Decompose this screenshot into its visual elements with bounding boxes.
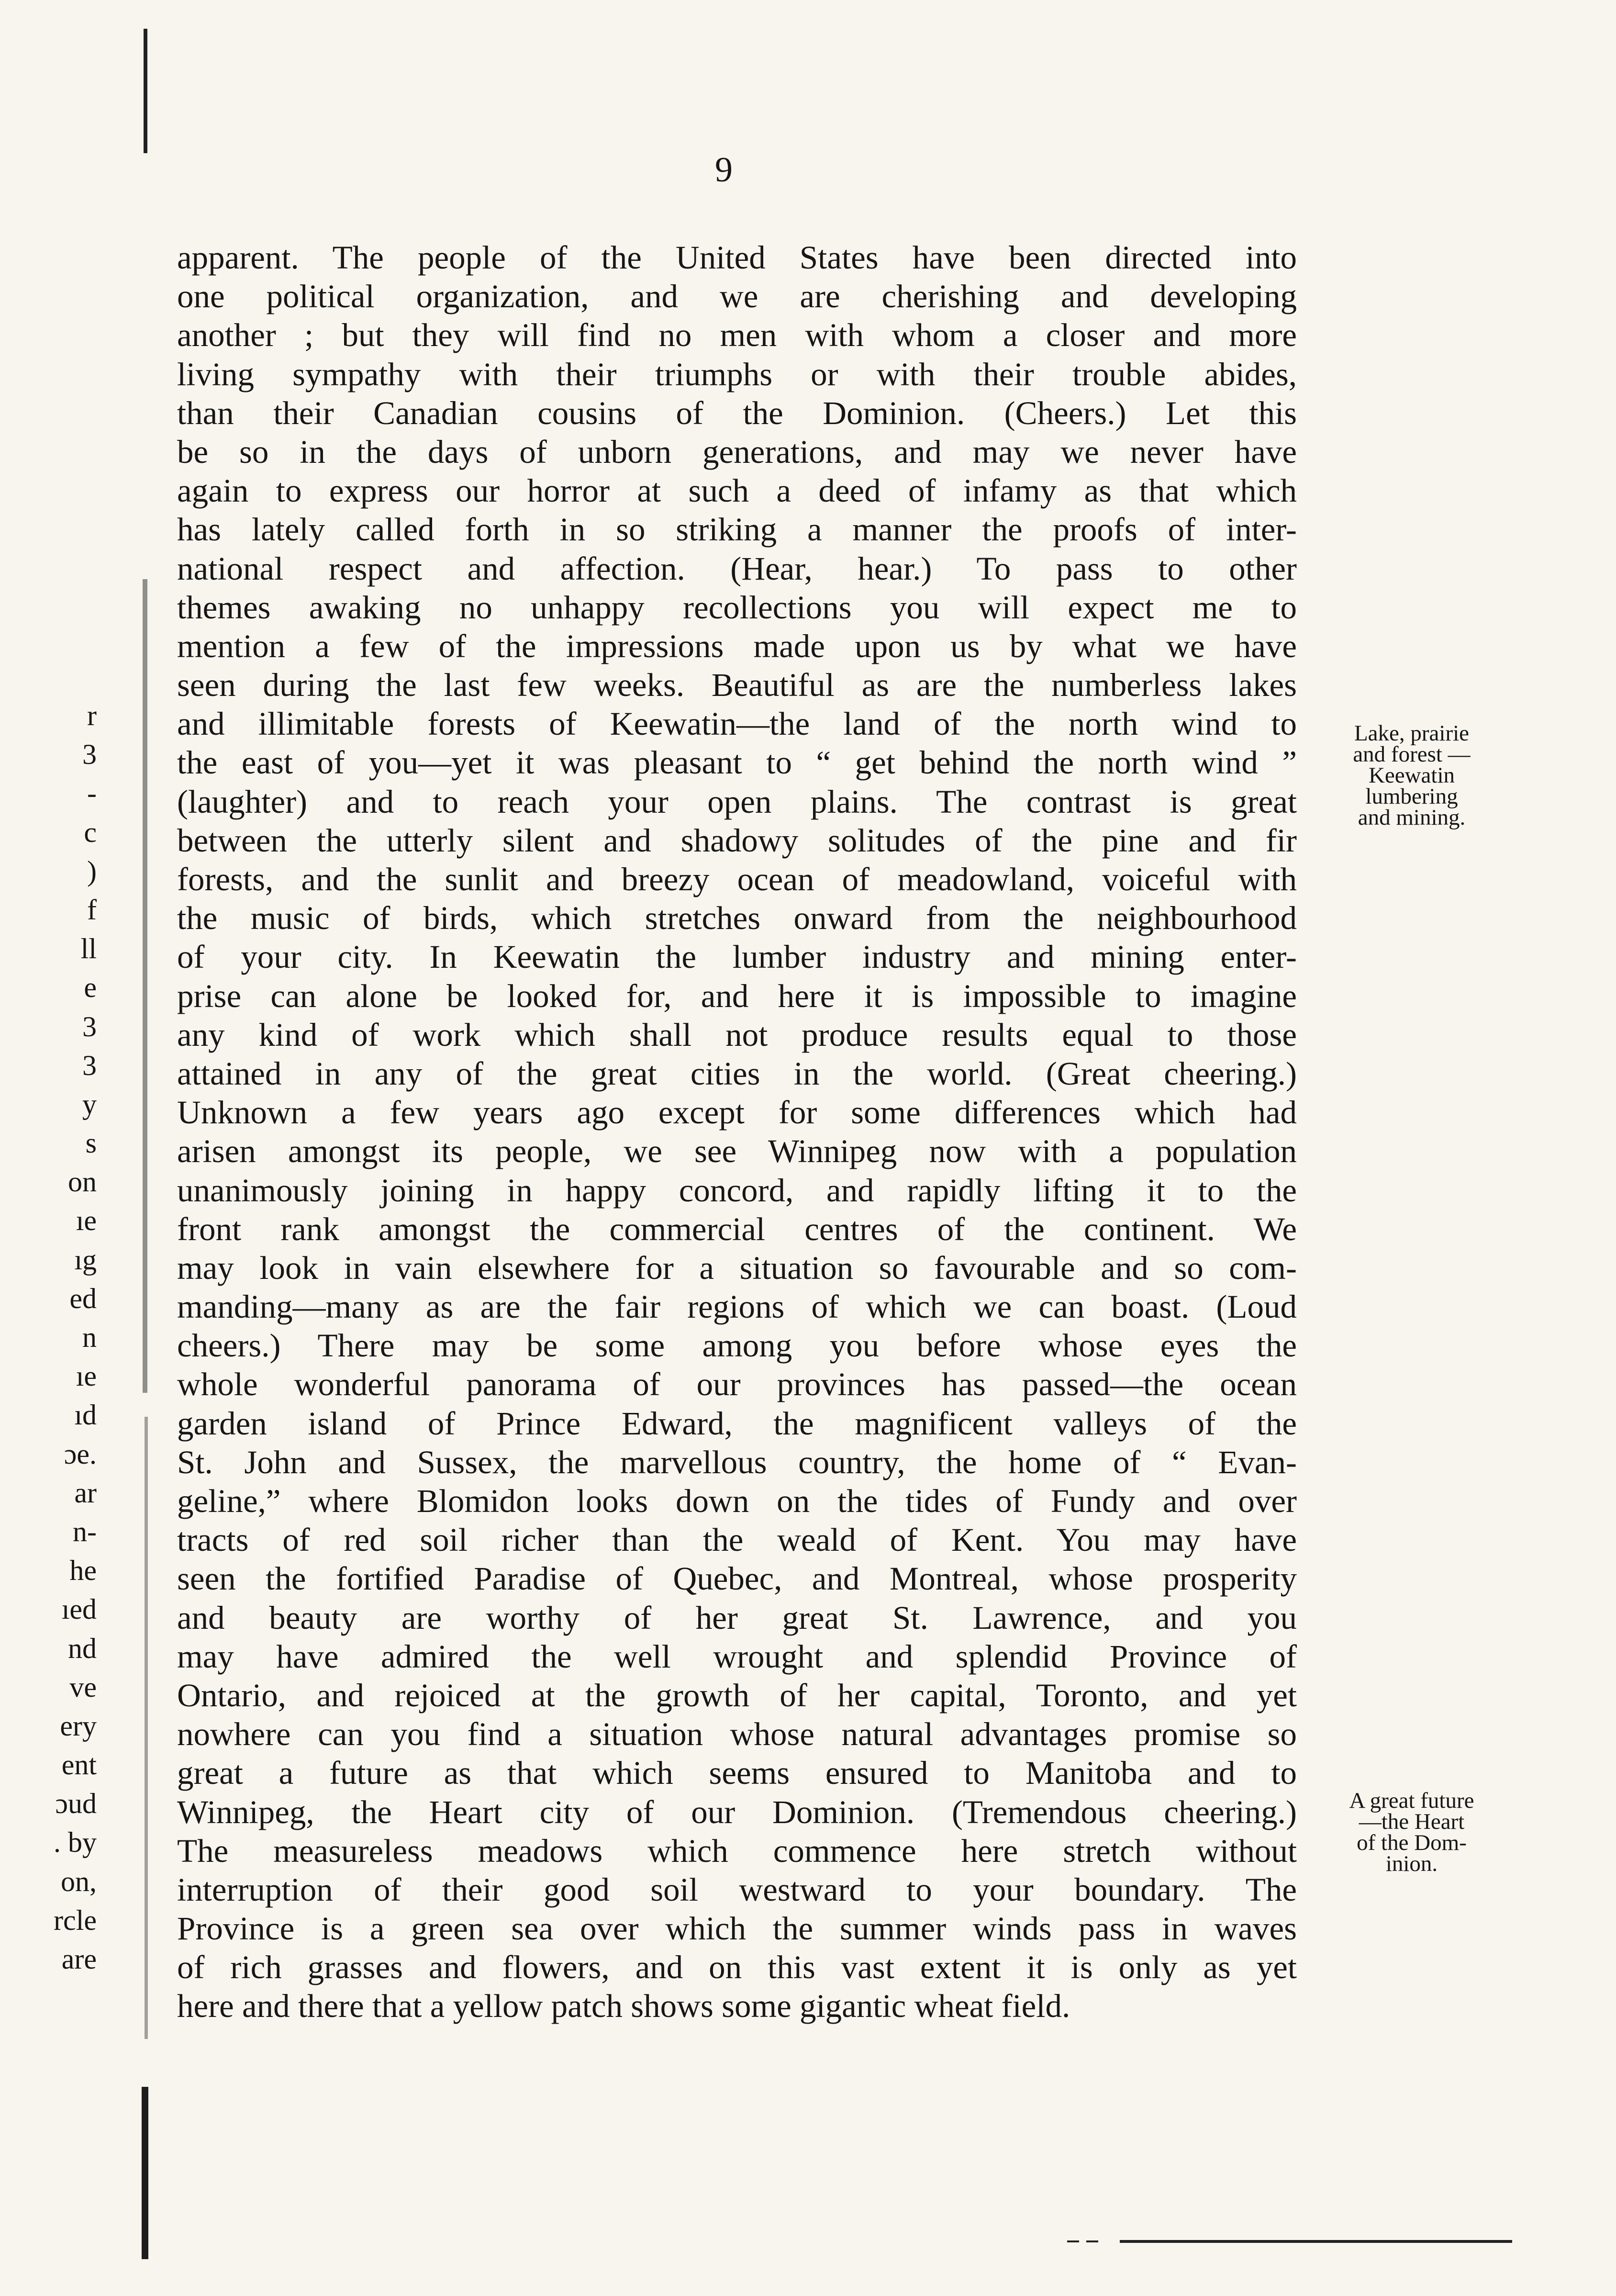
body-line: apparent. The people of the United States have been directed into (177, 239, 1297, 276)
bleed-fragment: n- (73, 1515, 97, 1547)
body-line: nowhere can you find a situation whose natural advantages promise so (177, 1716, 1297, 1753)
body-line: be so in the days of unborn generations, and may we never have (177, 433, 1297, 470)
body-line: arisen amongst its people, we see Winnipeg now with a population (177, 1133, 1297, 1170)
body-line: geline,” where Blomidon looks down on the tides of Fundy and over (177, 1483, 1297, 1519)
bleed-fragment: ed (69, 1282, 97, 1314)
bleed-fragment: ɔud (55, 1788, 97, 1820)
body-line: may look in vain elsewhere for a situation so favourable and so com- (177, 1249, 1297, 1286)
margin-note-line: and forest — (1353, 742, 1471, 767)
body-line: themes awaking no unhappy recollections you will expect me to (177, 589, 1297, 626)
margin-note-line: —the Heart (1359, 1809, 1465, 1834)
bleed-fragment: ɔe. (64, 1438, 97, 1470)
body-line: another ; but they will find no men with whom a closer and more (177, 317, 1297, 354)
body-line: national respect and affection. (Hear, hear.) To pass to other (177, 550, 1297, 587)
bleed-fragment: ıe (76, 1360, 97, 1392)
bleed-fragment: s (85, 1127, 97, 1159)
body-line: garden island of Prince Edward, the magnificent valleys of the (177, 1405, 1297, 1442)
bleed-fragment: rcle (54, 1904, 97, 1936)
body-line: of rich grasses and flowers, and on this vast extent it is only as yet (177, 1949, 1297, 1986)
binding-edge-shadow (134, 29, 177, 2259)
body-line: Province is a green sea over which the summer winds pass in waves (177, 1910, 1297, 1947)
margin-note-heart-of-dominion (1311, 1790, 1512, 1874)
bleed-fragment: ıe (76, 1205, 97, 1237)
body-line: the east of you—yet it was pleasant to “ get behind the north wind ” (177, 744, 1297, 781)
bottom-rule (1067, 2239, 1512, 2244)
bleed-fragment: r (87, 700, 97, 731)
margin-note-line: of the Dom- (1357, 1830, 1467, 1855)
bleed-fragment: are (61, 1943, 97, 1975)
body-line: than their Canadian cousins of the Dominion. (Cheers.) Let this (177, 394, 1297, 431)
body-line: interruption of their good soil westward to your boundary. The (177, 1871, 1297, 1908)
body-line: and illimitable forests of Keewatin—the land of the north wind to (177, 706, 1297, 742)
body-line: St. John and Sussex, the marvellous country, the home of “ Evan- (177, 1444, 1297, 1480)
bleed-fragment: n (82, 1322, 97, 1353)
body-line: one political organization, and we are cherishing and developing (177, 278, 1297, 315)
body-line: and beauty are worthy of her great St. Lawrence, and you (177, 1599, 1297, 1636)
body-text (177, 238, 1297, 2026)
body-line: Unknown a few years ago except for some differences which had (177, 1094, 1297, 1131)
bleed-fragment: c (84, 816, 97, 848)
margin-note-line: Lake, prairie (1354, 721, 1470, 746)
body-line: may have admired the well wrought and splendid Province of (177, 1638, 1297, 1675)
body-line: forests, and the sunlit and breezy ocean of meadowland, voiceful with (177, 861, 1297, 897)
body-line: front rank amongst the commercial centres of the continent. We (177, 1210, 1297, 1247)
body-line: unanimously joining in happy concord, and rapidly lifting it to the (177, 1172, 1297, 1209)
margin-note-line: and mining. (1358, 805, 1466, 830)
bleed-fragment: 3 (82, 1049, 97, 1081)
bleed-fragment: on (68, 1166, 97, 1198)
body-line: of your city. In Keewatin the lumber industry and mining enter- (177, 939, 1297, 975)
body-line: mention a few of the impressions made upon us by what we have (177, 627, 1297, 664)
bleed-fragment: f (87, 894, 97, 926)
bleed-fragment: 3 (82, 739, 97, 771)
bleed-fragment: ve (69, 1671, 97, 1703)
bleed-fragment: ll (80, 933, 97, 965)
body-line: prise can alone be looked for, and here it is impossible to imagine (177, 977, 1297, 1014)
bleed-fragment: nd (68, 1632, 97, 1664)
bleed-fragment: ar (74, 1477, 97, 1509)
body-line: (laughter) and to reach your open plains. The contrast is great (177, 783, 1297, 820)
bleed-fragment: ıed (61, 1593, 97, 1625)
body-line: any kind of work which shall not produce results equal to those (177, 1016, 1297, 1053)
bleed-fragment: on, (61, 1865, 97, 1897)
margin-note-line: A great future (1349, 1788, 1474, 1813)
facing-page-bleed-text (1, 696, 111, 1979)
body-line: Winnipeg, the Heart city of our Dominion. (Tremendous cheering.) (177, 1793, 1297, 1830)
bleed-fragment: - (87, 777, 97, 809)
body-line: seen during the last few weeks. Beautiful as are the numberless lakes (177, 667, 1297, 704)
body-line: again to express our horror at such a deed of infamy as that which (177, 472, 1297, 509)
body-line: great a future as that which seems ensured to Manitoba and to (177, 1755, 1297, 1792)
bleed-fragment: ) (87, 855, 97, 887)
bleed-fragment: ıg (74, 1243, 97, 1276)
bleed-fragment: y (82, 1088, 97, 1120)
body-line: seen the fortified Paradise of Quebec, and Montreal, whose prosperity (177, 1560, 1297, 1597)
body-line: manding—many as are the fair regions of which we can boast. (Loud (177, 1288, 1297, 1325)
margin-note-line: Keewatin (1368, 763, 1455, 788)
margin-note-keewatin (1311, 723, 1512, 828)
body-line: whole wonderful panorama of our provinces has passed—the ocean (177, 1366, 1297, 1403)
bleed-fragment: 3 (82, 1010, 97, 1042)
body-line: attained in any of the great cities in the world. (Great cheering.) (177, 1055, 1297, 1092)
body-line: between the utterly silent and shadowy solitudes of the pine and fir (177, 822, 1297, 859)
body-line: the music of birds, which stretches onward from the neighbourhood (177, 900, 1297, 937)
bleed-fragment: ıd (74, 1399, 97, 1431)
body-line: The measureless meadows which commence here stretch without (177, 1832, 1297, 1869)
bleed-fragment: . by (54, 1826, 97, 1859)
margin-note-line: lumbering (1365, 784, 1458, 809)
body-line: tracts of red soil richer than the weald of Kent. You may have (177, 1522, 1297, 1558)
body-line: here and there that a yellow patch shows some gigantic wheat field. (177, 1988, 1070, 2025)
bleed-fragment: ent (61, 1749, 97, 1781)
body-line: has lately called forth in so striking a manner the proofs of inter- (177, 511, 1297, 548)
bleed-fragment: he (69, 1555, 97, 1587)
margin-note-line: inion. (1385, 1851, 1438, 1876)
page-number: 9 (715, 150, 733, 190)
body-line: cheers.) There may be some among you before whose eyes the (177, 1327, 1297, 1364)
bleed-fragment: e (84, 972, 97, 1004)
bleed-fragment: ery (60, 1710, 97, 1742)
body-line: living sympathy with their triumphs or with their trouble abides, (177, 356, 1297, 392)
body-line: Ontario, and rejoiced at the growth of her capital, Toronto, and yet (177, 1677, 1297, 1714)
